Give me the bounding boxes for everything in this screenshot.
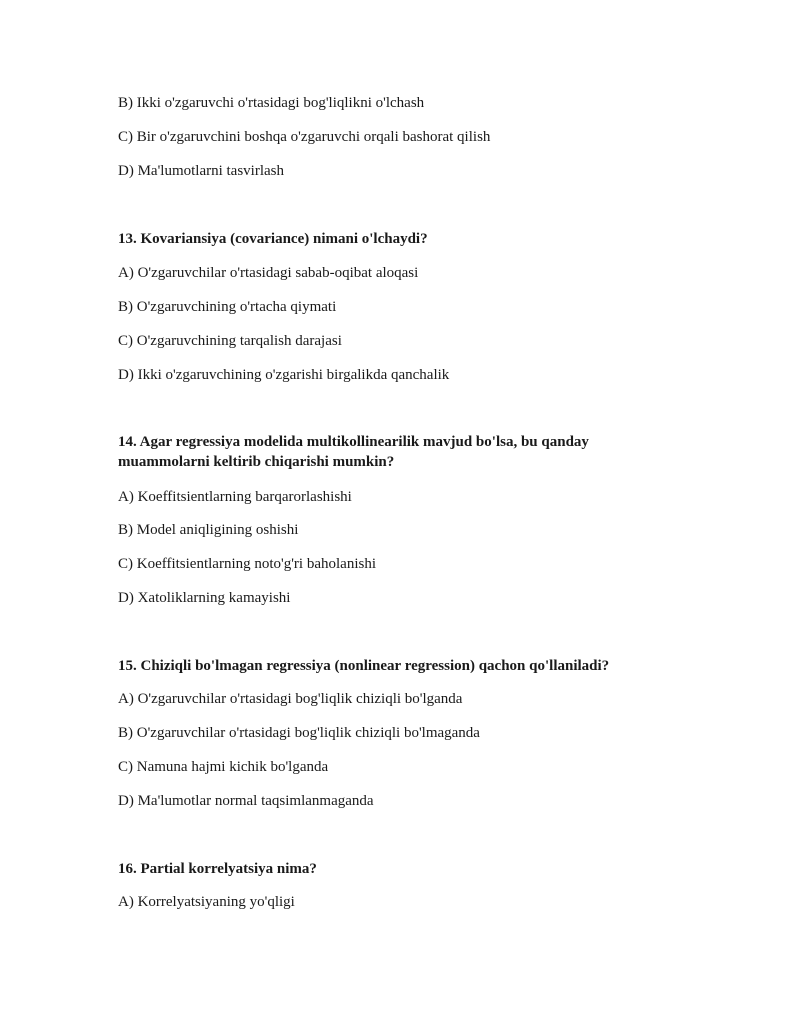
question-13-option-c: C) O'zgaruvchining tarqalish darajasi: [118, 333, 342, 349]
question-14-option-a: A) Koeffitsientlarning barqarorlashishi: [118, 489, 352, 505]
question-14-option-b: B) Model aniqligining oshishi: [118, 522, 299, 538]
question-13-option-b: B) O'zgaruvchining o'rtacha qiymati: [118, 299, 337, 315]
question-16-title: 16. Partial korrelyatsiya nima?: [118, 861, 317, 877]
question-15-option-b: B) O'zgaruvchilar o'rtasidagi bog'liqlik chiziqli bo'lmaganda: [118, 725, 480, 741]
option-b-prev: B) Ikki o'zgaruvchi o'rtasidagi bog'liqlikni o'lchash: [118, 95, 425, 111]
question-15-option-a: A) O'zgaruvchilar o'rtasidagi bog'liqlik chiziqli bo'lganda: [118, 691, 463, 707]
question-15-option-d: D) Ma'lumotlar normal taqsimlanmaganda: [118, 793, 374, 809]
question-13-option-d: D) Ikki o'zgaruvchining o'zgarishi birgalikda qanchalik: [118, 367, 450, 383]
question-14-title: 14. Agar regressiya modelida multikollinearilik mavjud bo'lsa, bu qanday muammolarni keltirib chiqarishi mumkin?: [118, 434, 589, 470]
question-16-option-a: A) Korrelyatsiyaning yo'qligi: [118, 894, 295, 910]
option-d-prev: D) Ma'lumotlarni tasvirlash: [118, 163, 285, 179]
question-14-option-d: D) Xatoliklarning kamayishi: [118, 590, 291, 606]
option-c-prev: C) Bir o'zgaruvchini boshqa o'zgaruvchi orqali bashorat qilish: [118, 129, 491, 145]
question-15-title: 15. Chiziqli bo'lmagan regressiya (nonlinear regression) qachon qo'llaniladi?: [118, 658, 610, 674]
question-15-option-c: C) Namuna hajmi kichik bo'lganda: [118, 759, 329, 775]
question-13-option-a: A) O'zgaruvchilar o'rtasidagi sabab-oqibat aloqasi: [118, 265, 419, 281]
question-13-title: 13. Kovariansiya (covariance) nimani o'lchaydi?: [118, 231, 428, 247]
question-14-option-c: C) Koeffitsientlarning noto'g'ri baholanishi: [118, 556, 377, 572]
